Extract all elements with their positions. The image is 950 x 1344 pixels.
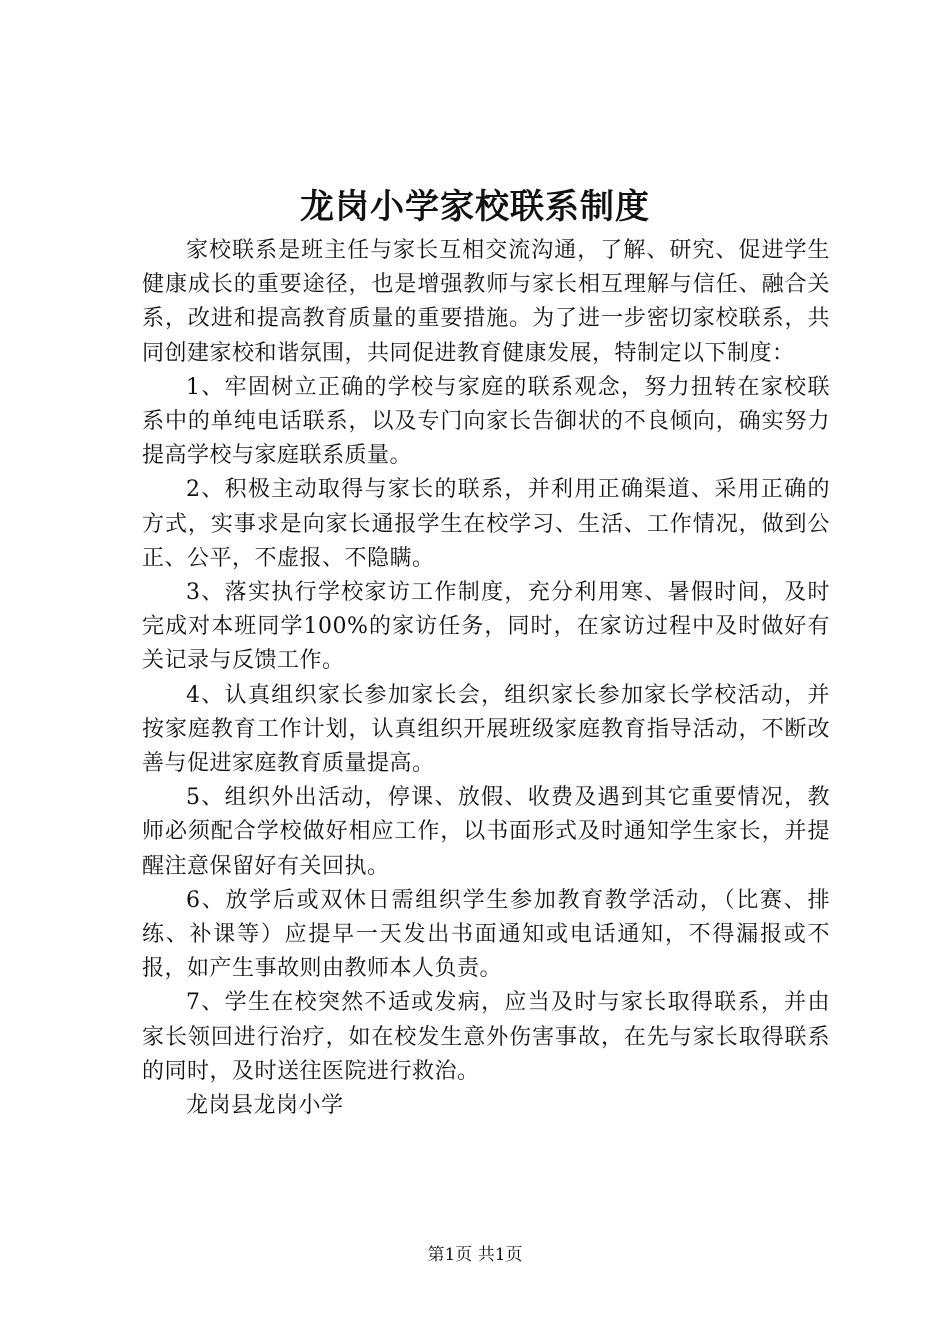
- signature: 龙岗县龙岗小学: [186, 1093, 344, 1119]
- rule-item-7: 7、学生在校突然不适或发病，应当及时与家长取得联系，并由家长领回进行治疗，如在校发生意外伤害事故，在先与家长取得联系的同时，及时送往医院进行救治。: [142, 990, 830, 1084]
- page-title: 龙岗小学家校联系制度: [300, 187, 650, 227]
- rule-item-4: 4、认真组织家长参加家长会，组织家长参加家长学校活动，并按家庭教育工作计划，认真组织开展班级家庭教育指导活动，不断改善与促进家庭教育质量提高。: [142, 682, 830, 777]
- rule-item-2: 2、积极主动取得与家长的联系，并利用正确渠道、采用正确的方式，实事求是向家长通报学生在校学习、生活、工作情况，做到公正、公平，不虚报、不隐瞒。: [142, 477, 830, 571]
- rule-item-5: 5、组织外出活动，停课、放假、收费及遇到其它重要情况，教师必须配合学校做好相应工作，以书面形式及时通知学生家长，并提醒注意保留好有关回执。: [142, 785, 830, 879]
- page-footer: 第1页 共1页: [427, 1245, 523, 1265]
- rule-item-6: 6、放学后或双休日需组织学生参加教育教学活动，（比赛、排练、补课等）应提早一天发出书面通知或电话通知，不得漏报或不报，如产生事故则由教师本人负责。: [142, 887, 830, 982]
- intro-paragraph: 家校联系是班主任与家长互相交流沟通，了解、研究、促进学生健康成长的重要途径，也是增强教师与家长相互理解与信任、融合关系，改进和提高教育质量的重要措施。为了进一步密切家校联系，共同创建家校和谐氛围，共同促进教育健康发展，特制定以下制度：: [142, 238, 830, 366]
- rule-item-1: 1、牢固树立正确的学校与家庭的联系观念，努力扭转在家校联系中的单纯电话联系，以及专门向家长告御状的不良倾向，确实努力提高学校与家庭联系质量。: [142, 374, 830, 469]
- document-body: [142, 234, 830, 1123]
- rule-item-3: 3、落实执行学校家访工作制度，充分利用寒、暑假时间，及时完成对本班同学100%的家访任务，同时，在家访过程中及时做好有关记录与反馈工作。: [142, 580, 830, 674]
